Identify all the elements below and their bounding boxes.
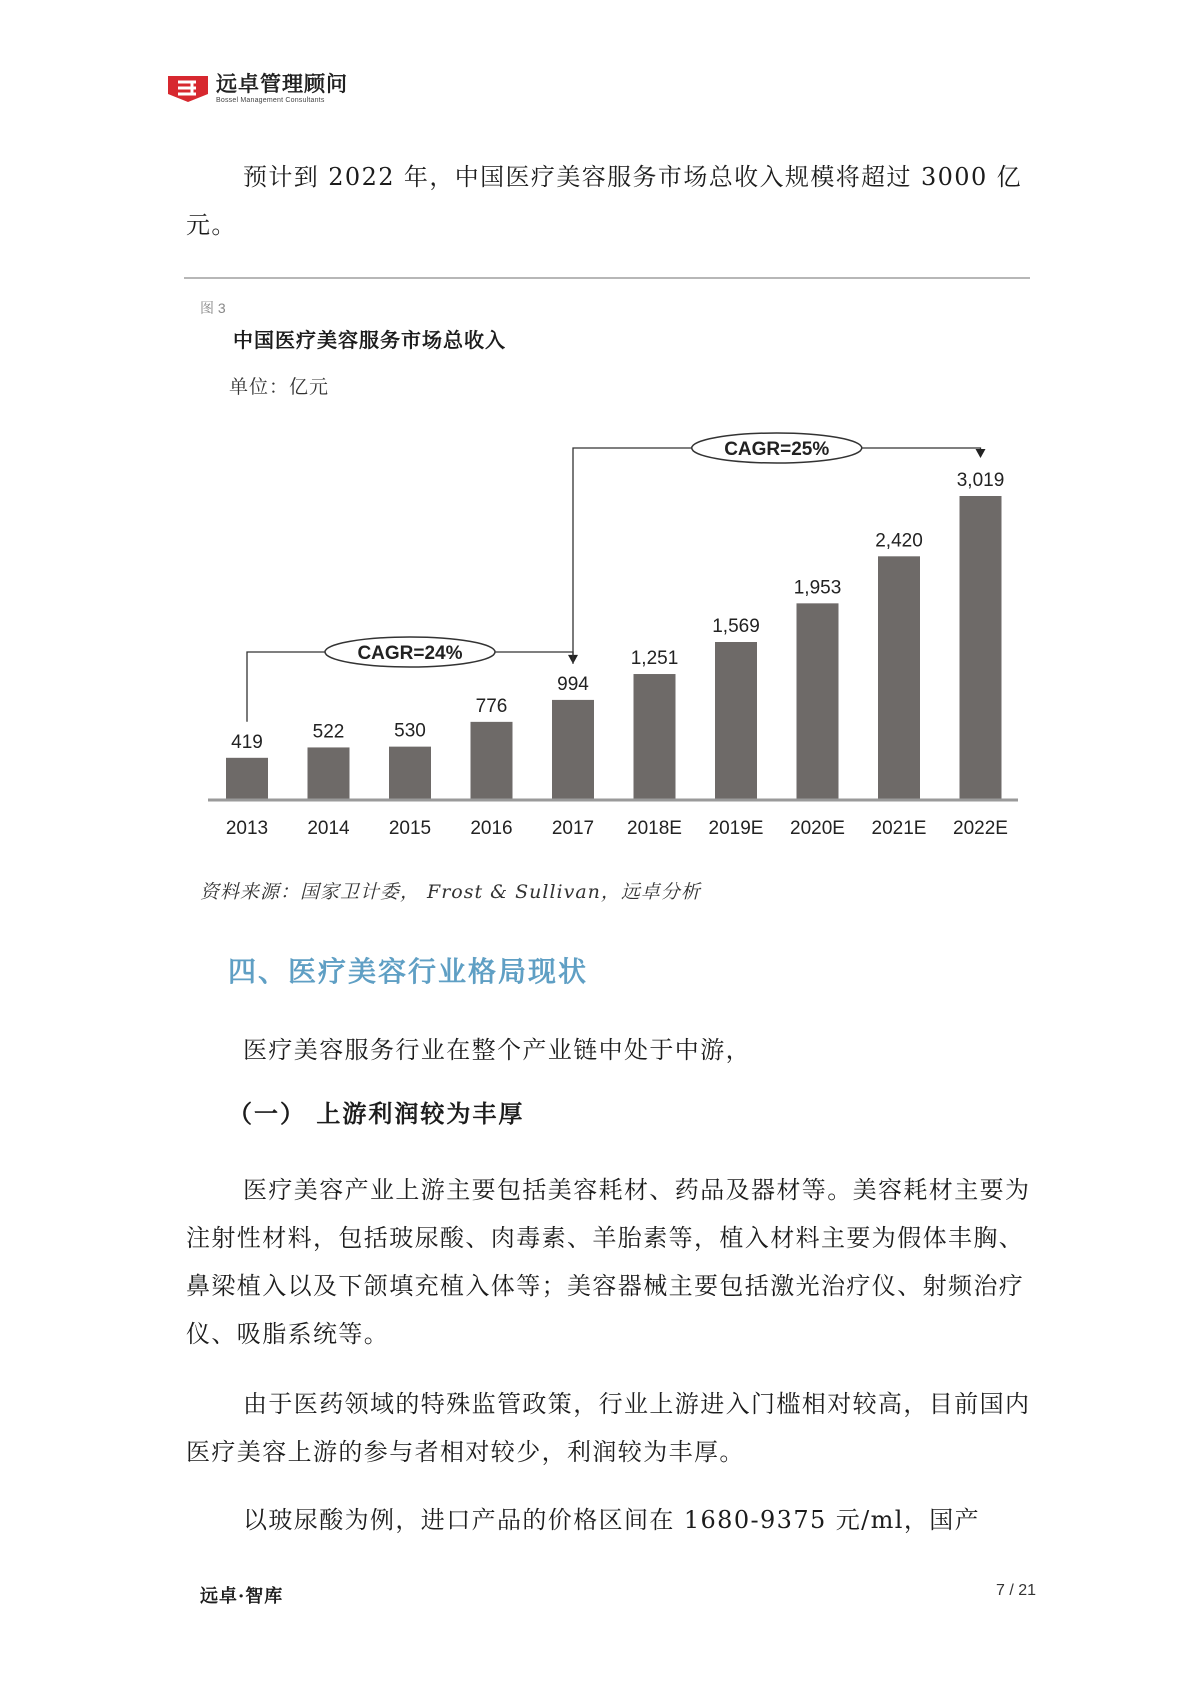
value-label-2015: 530 [394,720,426,742]
category-label-2013: 2013 [225,818,269,839]
value-label-2017: 994 [557,673,589,695]
bar-2013 [226,758,268,800]
figure-unit: 单位：亿元 [229,376,330,398]
figure-label: 图 3 [200,300,226,316]
section-intro: 医疗美容服务行业在整个产业链中处于中游， [243,1036,751,1064]
bar-2018E [634,674,676,800]
company-logo [166,72,348,104]
value-label-2014: 522 [312,721,345,743]
bar-2015 [389,747,431,800]
logo-mark-icon [166,72,210,104]
footer-brand: 远卓·智库 [200,1586,284,1607]
bar-2021E [878,556,920,800]
bar-2019E [715,642,757,800]
category-label-2015: 2015 [388,818,432,839]
figure-title: 中国医疗美容服务市场总收入 [233,328,506,352]
category-label-2016: 2016 [470,818,513,839]
value-label-2022E: 3,019 [956,470,1005,491]
cagr-label-1: CAGR=24% [357,643,463,664]
category-label-2018E: 2018E [627,818,682,839]
page-number: 7 / 21 [995,1582,1036,1599]
value-label-2018E: 1,251 [630,648,679,670]
paragraph-regulation: 由于医药领域的特殊监管政策，行业上游进入门槛相对较高，目前国内医疗美容上游的参与者相对较少，利润较为丰厚。 [186,1390,1031,1466]
bar-2014 [308,747,350,800]
category-label-2017: 2017 [551,818,595,839]
cagr-label-2: CAGR=25% [724,439,830,460]
paragraph-upstream: 医疗美容产业上游主要包括美容耗材、药品及器材等。美容耗材主要为注射性材料，包括玻尿酸、肉毒素、羊胎素等，植入材料主要为假体丰胸、鼻梁植入以及下颌填充植入体等；美容器械主要包括激光治疗仪、射频治疗仪、吸脂系统等。 [186,1176,1031,1348]
category-label-2019E: 2019E [708,818,764,839]
intro-paragraph: 预计到 2022 年，中国医疗美容服务市场总收入规模将超过 3000 亿元。 [186,163,1023,239]
bar-2016 [471,722,513,800]
value-label-2020E: 1,953 [793,577,842,599]
logo-name-en: Bossel Management Consultants [216,96,325,104]
value-label-2021E: 2,420 [875,530,923,552]
figure-source: 资料来源：国家卫计委， Frost & Sullivan，远卓分析 [200,881,701,903]
value-label-2016: 776 [475,695,508,717]
cagr-arrow-2 [976,449,986,458]
value-label-2013: 419 [231,731,263,753]
section-heading: 四、医疗美容行业格局现状 [228,955,589,988]
figure-divider [184,277,1030,279]
category-label-2022E: 2022E [953,818,1008,839]
logo-name-cn: 远卓管理顾问 [216,70,348,96]
value-label-2019E: 1,569 [712,616,760,638]
bar-2022E [960,496,1002,800]
category-label-2020E: 2020E [790,818,845,839]
bar-2017 [552,700,594,800]
sub-heading: （一） 上游利润较为丰厚 [228,1099,525,1128]
paragraph-hyaluronic: 以玻尿酸为例，进口产品的价格区间在 1680-9375 元/ml，国产 [243,1506,981,1534]
category-label-2021E: 2021E [871,818,927,839]
bar-2020E [797,603,839,800]
category-label-2014: 2014 [307,818,350,839]
revenue-bar-chart [190,420,1030,840]
